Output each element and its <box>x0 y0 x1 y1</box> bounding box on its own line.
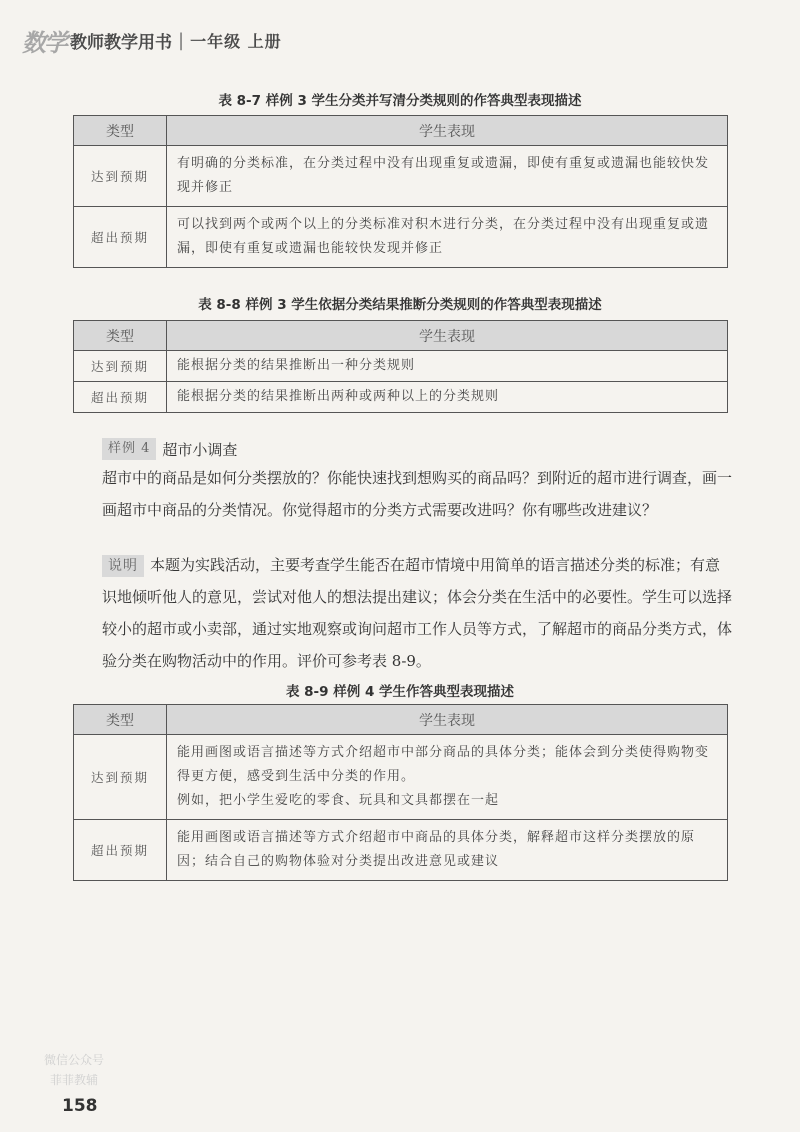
example-title: 超市小调查 <box>162 440 238 459</box>
row-description: 可以找到两个或两个以上的分类标准对积木进行分类，在分类过程中没有出现重复或遗漏，即使有重复或遗漏也能较快发现并修正 <box>167 207 728 268</box>
note-text: 本题为实践活动，主要考查学生能否在超市情境中用简单的语言描述分类的标准；有意识地倾听他人的意见，尝试对他人的想法提出建议；体会分类在生活中的必要性。学生可以选择较小的超市或小卖部，通过实地观察或询问超市工作人员等方式，了解超市的商品分类方式，体验分类在购物活动中的作用。评价可参考表 8-9。 <box>102 556 733 670</box>
table-row <box>74 351 728 382</box>
row-description: 有明确的分类标准，在分类过程中没有出现重复或遗漏，即使有重复或遗漏也能较快发现并修正 <box>167 146 728 207</box>
row-description: 能根据分类的结果推断出一种分类规则 <box>167 351 728 382</box>
table-row <box>74 382 728 413</box>
table-header-row <box>74 116 728 146</box>
column-header-performance: 学生表现 <box>167 321 728 351</box>
row-type: 达到预期 <box>74 351 167 382</box>
page-number: 158 <box>62 1096 98 1116</box>
row-description <box>167 735 728 820</box>
column-header-type: 类型 <box>74 321 167 351</box>
table-row <box>74 207 728 268</box>
row-description: 能用画图或语言描述等方式介绍超市中商品的具体分类，解释超市这样分类摆放的原因；结合自己的购物体验对分类提出改进意见或建议 <box>167 820 728 881</box>
column-header-type: 类型 <box>74 116 167 146</box>
example-4-paragraph <box>102 462 732 526</box>
column-header-performance: 学生表现 <box>167 116 728 146</box>
row-type: 达到预期 <box>74 735 167 820</box>
column-header-performance: 学生表现 <box>167 705 728 735</box>
column-header-type: 类型 <box>74 705 167 735</box>
page-header <box>22 22 282 58</box>
book-subtitle: 一年级 上册 <box>190 31 282 51</box>
row-type: 超出预期 <box>74 820 167 881</box>
row-description-text: 能用画图或语言描述等方式介绍超市中部分商品的具体分类；能体会到分类使得购物变得更方便，感受到生活中分类的作用。 <box>177 745 710 784</box>
table-8-9-caption: 表 8-9 样例 4 学生作答典型表现描述 <box>285 684 515 700</box>
table-header-row <box>74 705 728 735</box>
example-paragraph-text: 超市中的商品是如何分类摆放的？你能快速找到想购买的商品吗？到附近的超市进行调查，画一画超市中商品的分类情况。你觉得超市的分类方式需要改进吗？你有哪些改进建议？ <box>102 469 733 519</box>
watermark-line-1: 微信公众号 <box>43 1053 104 1067</box>
example-4-heading <box>102 438 237 460</box>
book-logo: 数学 <box>22 28 66 57</box>
header-separator: | <box>178 29 185 51</box>
example-tag: 样例 4 <box>102 438 156 460</box>
table-8-8 <box>73 320 728 413</box>
table-8-9 <box>73 704 728 881</box>
row-type: 达到预期 <box>74 146 167 207</box>
table-header-row <box>74 321 728 351</box>
row-type: 超出预期 <box>74 207 167 268</box>
table-row <box>74 146 728 207</box>
table-row <box>74 820 728 881</box>
note-tag: 说明 <box>102 555 144 577</box>
note-paragraph <box>102 549 732 677</box>
row-type: 超出预期 <box>74 382 167 413</box>
table-row <box>74 735 728 820</box>
table-8-7-caption: 表 8-7 样例 3 学生分类并写清分类规则的作答典型表现描述 <box>218 93 582 109</box>
book-title: 教师教学用书 <box>70 32 172 53</box>
row-description-example: 例如，把小学生爱吃的零食、玩具和文具都摆在一起 <box>177 793 500 808</box>
table-8-8-caption: 表 8-8 样例 3 学生依据分类结果推断分类规则的作答典型表现描述 <box>198 297 602 313</box>
table-8-7 <box>73 115 728 268</box>
watermark <box>28 1050 120 1090</box>
watermark-line-2: 菲菲教辅 <box>49 1073 98 1087</box>
row-description: 能根据分类的结果推断出两种或两种以上的分类规则 <box>167 382 728 413</box>
